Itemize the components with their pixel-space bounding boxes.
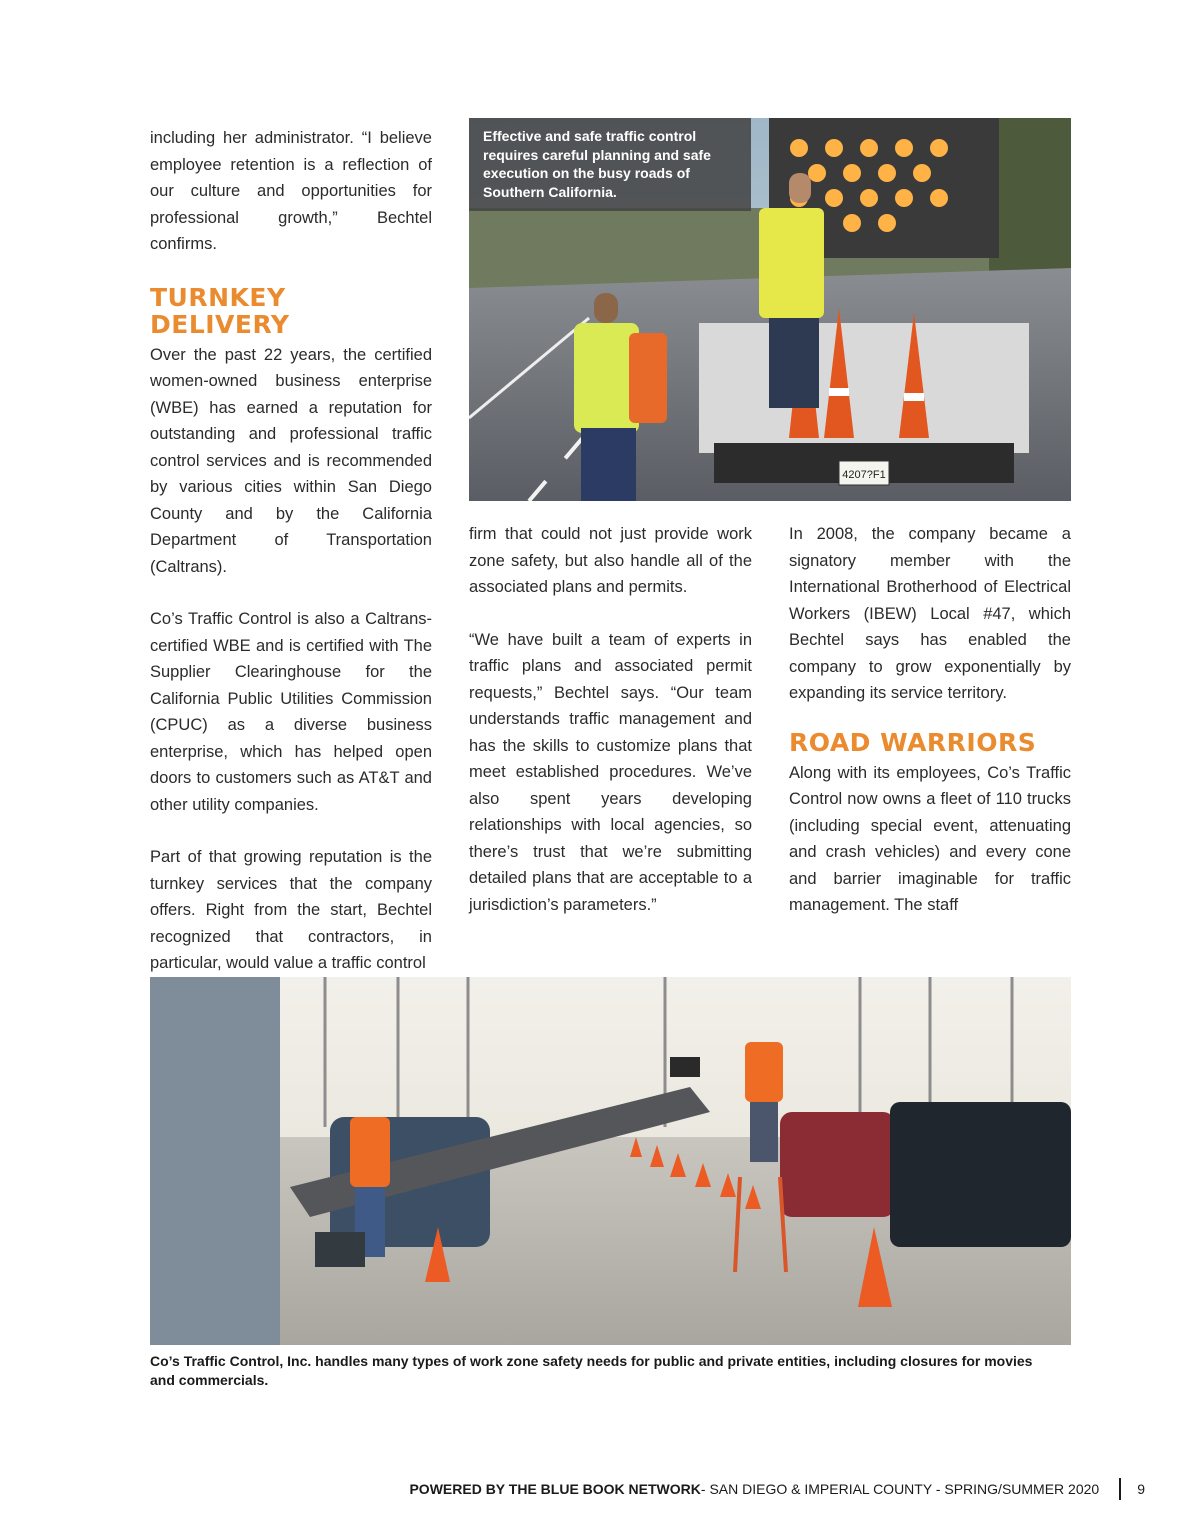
- paragraph: Over the past 22 years, the certified women-owned business enterprise (WBE) has earned a reputation for outstanding and professional traffic control services and is recommended by various cities within San Diego County and by the California Department of Transportation (Caltrans).: [150, 345, 432, 576]
- footer-divider: [1119, 1478, 1121, 1500]
- photo-illustration: [150, 977, 1071, 1345]
- paragraph: Part of that growing reputation is the turnkey services that the company offers. Right from the start, Bechtel recognized that contractors, in particular, would value a traffic control: [150, 848, 432, 972]
- paragraph: including her administrator. “I believe employee retention is a reflection of our culture and opportunities for professional growth,” Bechtel confirms.: [150, 129, 432, 253]
- footer-publisher: POWERED BY THE BLUE BOOK NETWORK: [409, 1481, 701, 1497]
- section-heading-road-warriors: ROAD WARRIORS: [789, 727, 1037, 757]
- page-footer: [409, 1478, 1145, 1500]
- page-number: 9: [1137, 1481, 1145, 1497]
- paragraph: Along with its employees, Co’s Traffic Control now owns a fleet of 110 trucks (including special event, attenuating and crash vehicles) and every cone and barrier imaginable for traffic management. The staff: [789, 763, 1071, 914]
- footer-edition: - SAN DIEGO & IMPERIAL COUNTY - SPRING/SUMMER 2020: [700, 1481, 1100, 1497]
- photo-caption-overlay: Effective and safe traffic control requires careful planning and safe execution on the busy roads of Southern California.: [469, 118, 751, 211]
- paragraph: “We have built a team of experts in traffic plans and associated permit requests,” Bechtel says. “Our team understands traffic management and has the skills to customize plans that meet established procedures. We’ve also spent years developing relationships with local agencies, so there’s trust that we’re submitting detailed plans that are acceptable to a jurisdiction’s parameters.”: [469, 630, 752, 914]
- middle-column: [469, 521, 752, 944]
- paragraph: firm that could not just provide work zone safety, but also handle all of the associated plans and permits.: [469, 525, 752, 596]
- left-column: [150, 125, 432, 1003]
- heading-line: DELIVERY: [150, 309, 290, 339]
- right-column: [789, 521, 1071, 945]
- paragraph: In 2008, the company became a signatory member with the International Brotherhood of Electrical Workers (IBEW) Local #47, which Bechtel says has enabled the company to grow exponentially by expanding its service territory.: [789, 525, 1071, 702]
- photo-crew-loading-truck: [469, 118, 1071, 501]
- photo-film-crane-road-closure: [150, 977, 1071, 1345]
- section-heading-turnkey-delivery: [150, 284, 432, 338]
- license-plate-text: 4207?F1: [842, 469, 886, 481]
- photo-caption: Co’s Traffic Control, Inc. handles many types of work zone safety needs for public and private entities, including closures for movies and commercials.: [150, 1353, 1033, 1388]
- paragraph: Co’s Traffic Control is also a Caltrans-certified WBE and is certified with The Supplier Clearinghouse for the California Public Utilities Commission (CPUC) as a diverse business enterprise, which has helped open doors to customers such as AT&T and other utility companies.: [150, 610, 432, 814]
- heading-line: TURNKEY: [150, 282, 286, 312]
